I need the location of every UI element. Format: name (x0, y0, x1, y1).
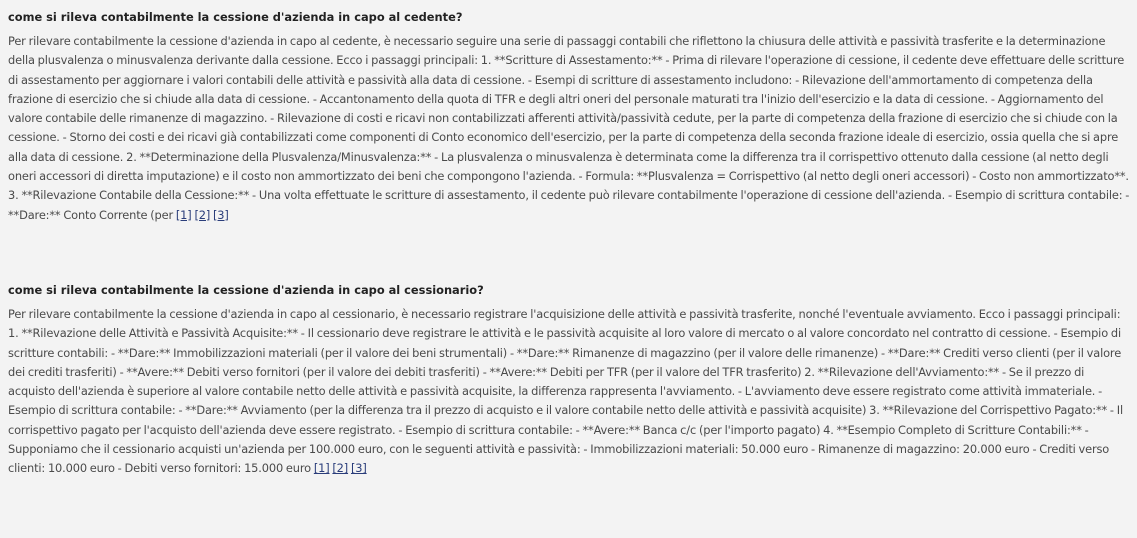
qa-item-cessionario (8, 283, 1130, 479)
citation-link-3[interactable]: [3] (213, 207, 229, 222)
qa-item-cedente (8, 10, 1130, 225)
citation-link-2[interactable]: [2] (194, 207, 211, 222)
citation-link-1[interactable]: [1] (175, 207, 192, 222)
answer-text (8, 305, 1130, 479)
question-heading: come si rileva contabilmente la cessione d'azienda in capo al cessionario? (8, 283, 484, 297)
answer-body: Per rilevare contabilmente la cessione d'azienda in capo al cedente, è necessario seguire una serie di passaggi contabili che riflettono la chiusura delle attività e passività trasferite e la determinazione della plusvalenza o minusvalenza derivante dalla cessione. Ecco i passaggi principali: 1. **Scritture di Assestamento:** - Prima di rilevare l'operazione di cessione, il cedente deve effettuare delle scritture di assestamento per aggiornare i valori contabili delle attività e passività alla data di cessione. - Esempi di scritture di assestamento includono: - Rilevazione dell'ammortamento di competenza della frazione di esercizio che si chiude alla data di cessione. - Accantonamento della quota di TFR e degli altri oneri del personale maturati tra l'inizio dell'esercizio e la data di cessione. - Aggiornamento del valore contabile delle rimanenze di magazzino. - Rilevazione di costi e ricavi non contabilizzati afferenti attività/passività cedute, per la parte di competenza della frazione di esercizio che si chiude con la cessione. - Storno dei costi e dei ricavi già contabilizzati come componenti di Conto economico dell'esercizio, per la parte di competenza della seconda frazione ideale di esercizio, ossia quella che si apre alla data di cessione. 2. **Determinazione della Plusvalenza/Minusvalenza:** - La plusvalenza o minusvalenza è determinata come la differenza tra il corrispettivo ottenuto dalla cessione (al netto degli oneri accessori di diretta imputazione) e il costo non ammortizzato dei beni che compongono l'azienda. - Formula: **Plusvalenza = Corrispettivo (al netto degli oneri accessori) - Costo non ammortizzato**. 3. **Rilevazione Contabile della Cessione:** - Una volta effettuate le scritture di assestamento, il cedente può rilevare contabilmente l'operazione di cessione dell'azienda. - Esempio di scrittura contabile: - **Dare:** Conto Corrente (per (8, 34, 1130, 222)
citation-link-2[interactable]: [2] (332, 461, 349, 476)
citation-link-3[interactable]: [3] (350, 461, 367, 476)
answer-body: Per rilevare contabilmente la cessione d'azienda in capo al cessionario, è necessario registrare l'acquisizione delle attività e passività trasferite, nonché l'eventuale avviamento. Ecco i passaggi principali: 1. **Rilevazione delle Attività e Passività Acquisite:** - Il cessionario deve registrare le attività e le passività acquisite al loro valore di mercato o al valore concordato nel contratto di cessione. - Esempio di scritture contabili: - **Dare:** Immobilizzazioni materiali (per il valore dei beni strumentali) - **Dare:** Rimanenze di magazzino (per il valore delle rimanenze) - **Dare:** Crediti verso clienti (per il valore dei crediti trasferiti) - **Avere:** Debiti verso fornitori (per il valore dei debiti trasferiti) - **Avere:** Debiti per TFR (per il valore del TFR trasferito) 2. **Rilevazione dell'Avviamento:** - Se il prezzo di acquisto dell'azienda è superiore al valore contabile netto delle attività e passività acquisite, la differenza rappresenta l'avviamento. - L'avviamento deve essere registrato come attività immateriale. - Esempio di scrittura contabile: - **Dare:** Avviamento (per la differenza tra il prezzo di acquisto e il valore contabile netto delle attività e passività acquisite) 3. **Rilevazione del Corrispettivo Pagato:** - Il corrispettivo pagato per l'acquisto dell'azienda deve essere registrato. - Esempio di scrittura contabile: - **Avere:** Banca c/c (per l'importo pagato) 4. **Esempio Completo di Scritture Contabili:** - Supponiamo che il cessionario acquisti un'azienda per 100.000 euro, con le seguenti attività e passività: - Immobilizzazioni materiali: 50.000 euro - Rimanenze di magazzino: 20.000 euro - Crediti verso clienti: 10.000 euro - Debiti verso fornitori: 15.000 euro (8, 307, 1123, 476)
question-heading: come si rileva contabilmente la cessione d'azienda in capo al cedente? (8, 10, 463, 24)
answer-text (8, 32, 1130, 225)
citation-link-1[interactable]: [1] (313, 461, 330, 476)
